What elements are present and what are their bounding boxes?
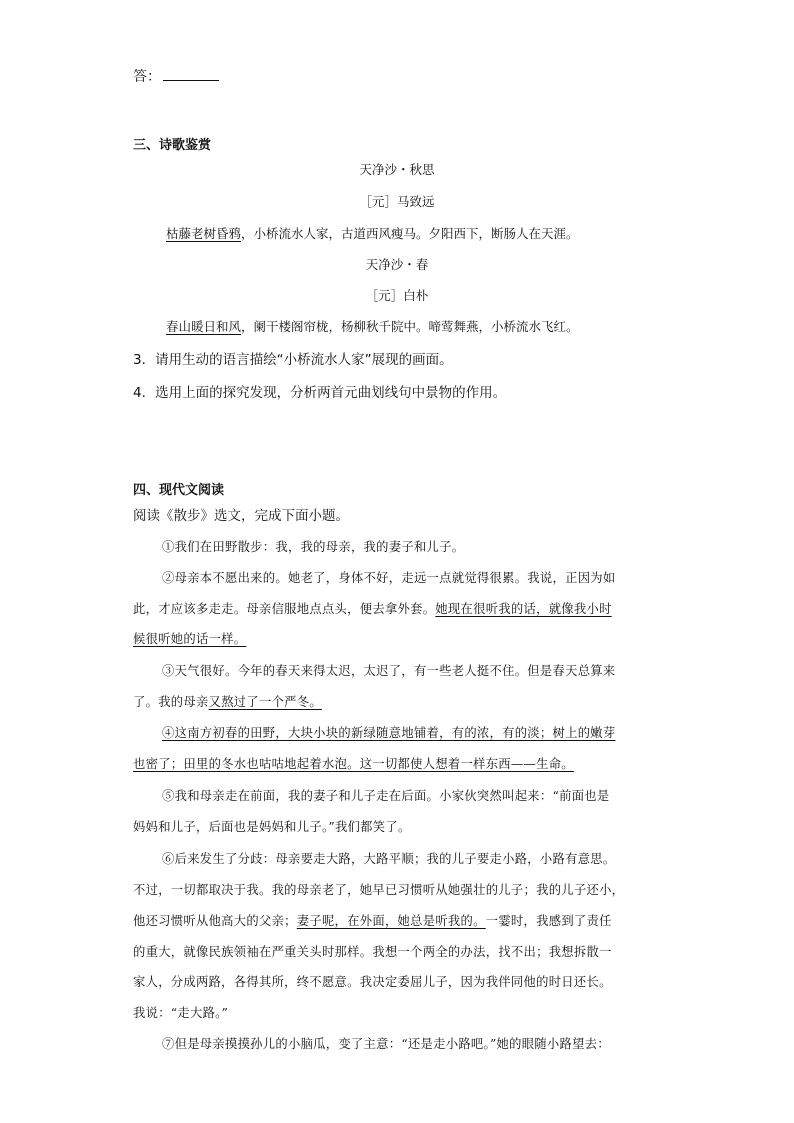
paragraph-4-line-2: 也密了；田里的冬水也咕咕地起着水泡。这一切都使人想着一样东西——生命。 — [133, 757, 574, 771]
question-3: 3．请用生动的语言描绘“小桥流水人家”展现的画面。 — [133, 352, 453, 368]
paragraph-6-line-3: 他还习惯听从他高大的父亲；妻子呢，在外面，她总是听我的。一霎时，我感到了责任 — [133, 914, 612, 928]
paragraph-3-line-1: ③天气很好。今年的春天来得太迟，太迟了，有一些老人挺不住。但是春天总算来 — [162, 664, 616, 678]
answer-blank[interactable] — [163, 68, 219, 81]
paragraph-6-line-2: 不过，一切都取决于我。我的母亲老了，她早已习惯听从她强壮的儿子；我的儿子还小， — [133, 883, 625, 897]
underlined-sentence: 又熬过了一个严冬。 — [208, 695, 322, 709]
paragraph-1: ①我们在田野散步：我，我的母亲，我的妻子和儿子。 — [162, 540, 465, 554]
underlined-sentence: 妻子呢，在外面，她总是听我的。 — [296, 914, 486, 928]
underlined-sentence: 她现在很听我的话，就像我小时 — [435, 602, 612, 616]
poem2-author: ［元］白朴 — [365, 288, 429, 303]
paragraph-5-line-2: 妈妈和儿子，后面也是妈妈和儿子。”我们都笑了。 — [133, 820, 411, 834]
poem2-title: 天净沙・春 — [365, 257, 429, 272]
paragraph-7-line-1: ⑦但是母亲摸摸孙儿的小脑瓜，变了主意：“还是走小路吧。”她的眼随小路望去： — [162, 1037, 610, 1051]
paragraph-6-line-4: 的重大，就像民族领袖在严重关头时那样。我想一个两全的办法，找不出；我想拆散一 — [133, 945, 612, 959]
section-4-title: 四、现代文阅读 — [133, 483, 225, 498]
paragraph-4-line-1: ④这南方初春的田野，大块小块的新绿随意地铺着，有的浓，有的淡；树上的嫩芽 — [162, 726, 616, 740]
paragraph-2-line-2: 此，才应该多走走。母亲信服地点点头，便去拿外套。她现在很听我的话，就像我小时 — [133, 602, 612, 616]
paragraph-6-line-5: 家人，分成两路，各得其所，终不愿意。我决定委屈儿子，因为我伴同他的时日还长。 — [133, 975, 612, 989]
paragraph-6-line-6: 我说：“走大路。” — [133, 1006, 229, 1020]
poem2-rest: ，阑干楼阁帘栊，杨柳秋千院中。啼莺舞燕，小桥流水飞红。 — [241, 319, 579, 334]
paragraph-3-line-2: 了。我的母亲又熬过了一个严冬。 — [133, 695, 322, 709]
answer-line — [133, 66, 219, 86]
paragraph-5-line-1: ⑤我和母亲走在前面，我的妻子和儿子走在后面。小家伙突然叫起来：“前面也是 — [162, 789, 610, 803]
section-4-intro: 阅读《散步》选文，完成下面小题。 — [133, 508, 349, 524]
paragraph-6-line-1: ⑥后来发生了分歧：母亲要走大路，大路平顺；我的儿子要走小路，小路有意思。 — [162, 852, 616, 866]
poem1-author: ［元］马致远 — [359, 194, 435, 209]
poem1-rest: ，小桥流水人家，古道西风瘦马。夕阳西下，断肠人在天涯。 — [241, 226, 579, 241]
section-3-title: 三、诗歌鉴赏 — [133, 138, 212, 153]
poem2-line — [166, 317, 579, 335]
poem2-underlined: 春山暖日和风 — [166, 319, 242, 334]
poem1-title: 天净沙・秋思 — [359, 162, 435, 177]
answer-label: 答： — [133, 69, 161, 85]
poem1-line — [166, 224, 579, 242]
paragraph-2-line-1: ②母亲本不愿出来的。她老了，身体不好，走远一点就觉得很累。我说，正因为如 — [162, 571, 616, 585]
question-4: 4．选用上面的探究发现，分析两首元曲划线句中景物的作用。 — [133, 385, 507, 401]
poem1-underlined: 枯藤老树昏鸦 — [166, 226, 242, 241]
paragraph-2-line-3: 候很听她的话一样。 — [133, 632, 247, 646]
